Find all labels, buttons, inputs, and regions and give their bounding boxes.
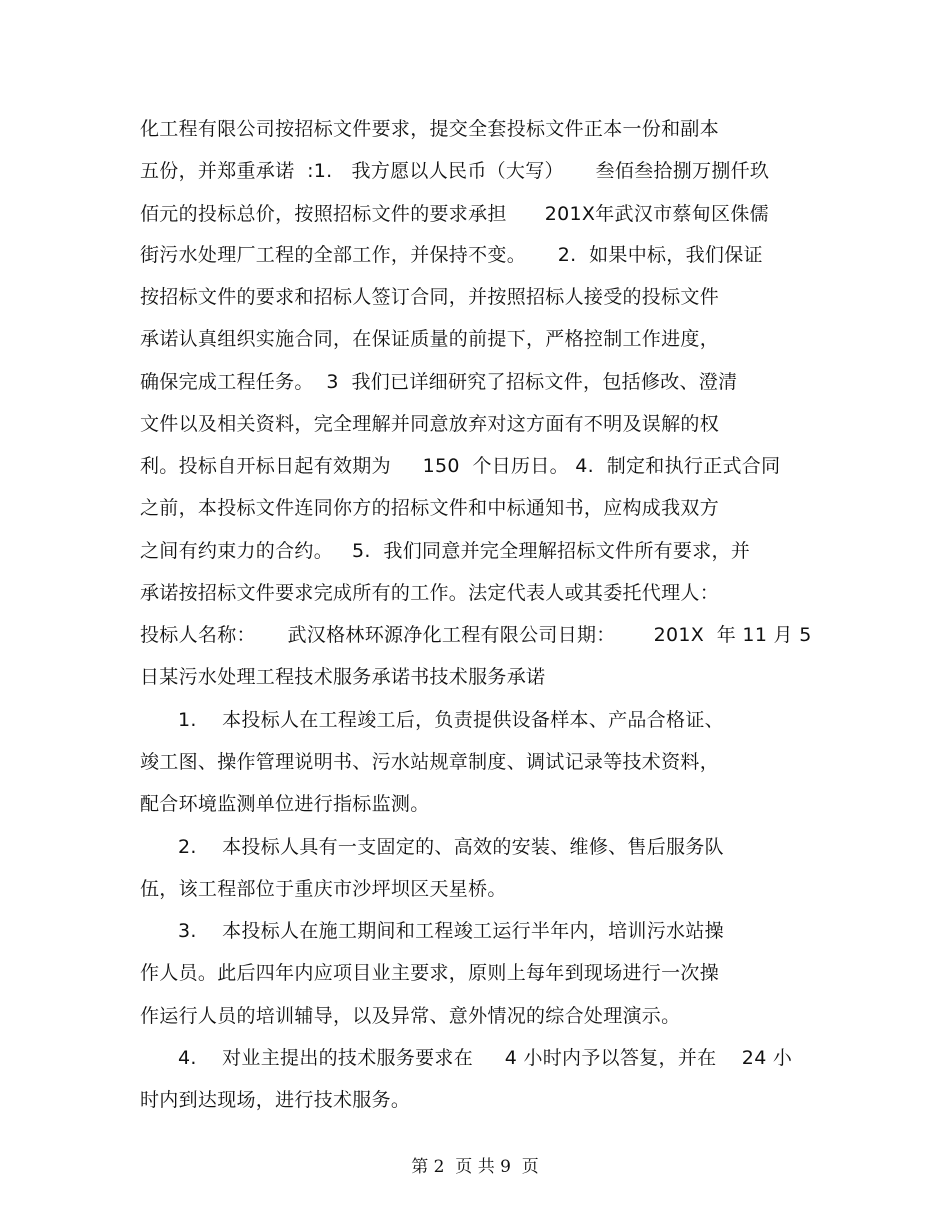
body-text-line: 文件以及相关资料，完全理解并同意放弃对这方面有不明及误解的权 (140, 413, 720, 435)
body-text-line: 投标人名称： 武汉格林环源净化工程有限公司日期： 201X 年 11 月 5 (140, 624, 812, 646)
body-text-line: 按招标文件的要求和招标人签订合同，并按照招标人接受的投标文件 (140, 286, 720, 308)
body-text-line: 化工程有限公司按招标文件要求，提交全套投标文件正本一份和副本 (140, 118, 720, 140)
body-text-line: 之间有约束力的合约。 5. 我们同意并完全理解招标文件所有要求，并 (140, 540, 751, 562)
body-text-line: 作人员。此后四年内应项目业主要求，原则上每年到现场进行一次操 (140, 962, 720, 984)
body-text-line: 承诺认真组织实施合同，在保证质量的前提下，严格控制工作进度， (140, 328, 720, 350)
body-text-line: 竣工图、操作管理说明书、污水站规章制度、调试记录等技术资料， (140, 751, 720, 773)
list-item-text: 3. 本投标人在施工期间和工程竣工运行半年内，培训污水站操 (140, 920, 724, 942)
list-item-text: 2. 本投标人具有一支固定的、高效的安装、维修、售后服务队 (140, 836, 724, 858)
body-text-line: 之前，本投标文件连同你方的招标文件和中标通知书，应构成我双方 (140, 497, 720, 519)
body-text-line: 街污水处理厂工程的全部工作，并保持不变。 2. 如果中标，我们保证 (140, 244, 763, 266)
body-text-line: 利。投标自开标日起有效期为 150 个日历日。 4. 制定和执行正式合同 (140, 455, 781, 477)
body-text-line: 伍，该工程部位于重庆市沙坪坝区天星桥。 (140, 878, 507, 900)
body-text-line: 作运行人员的培训辅导，以及异常、意外情况的综合处理演示。 (140, 1005, 681, 1027)
body-text-line: 五份，并郑重承诺 :1. 我方愿以人民币（大写） 叁佰叁拾捌万捌仟玖 (140, 160, 770, 182)
body-text-line: 确保完成工程任务。 3 我们已详细研究了招标文件，包括修改、澄清 (140, 371, 738, 393)
body-text-line: 承诺按招标文件要求完成所有的工作。法定代表人或其委托代理人： (140, 582, 720, 604)
body-text-line: 佰元的投标总价，按照招标文件的要求承担 201X年武汉市蔡甸区侏儒 (140, 203, 769, 225)
body-text-line: 配合环境监测单位进行指标监测。 (140, 793, 430, 815)
list-item-text: 4. 对业主提出的技术服务要求在 4 小时内予以答复，并在 24 小 (140, 1047, 793, 1069)
body-text-line: 时内到达现场，进行技术服务。 (140, 1089, 411, 1111)
list-item-text: 1. 本投标人在工程竣工后，负责提供设备样本、产品合格证、 (140, 709, 724, 731)
body-text-line: 日某污水处理工程技术服务承诺书技术服务承诺 (140, 666, 546, 688)
page-number-footer: 第 2 页 共 9 页 (411, 1157, 539, 1177)
